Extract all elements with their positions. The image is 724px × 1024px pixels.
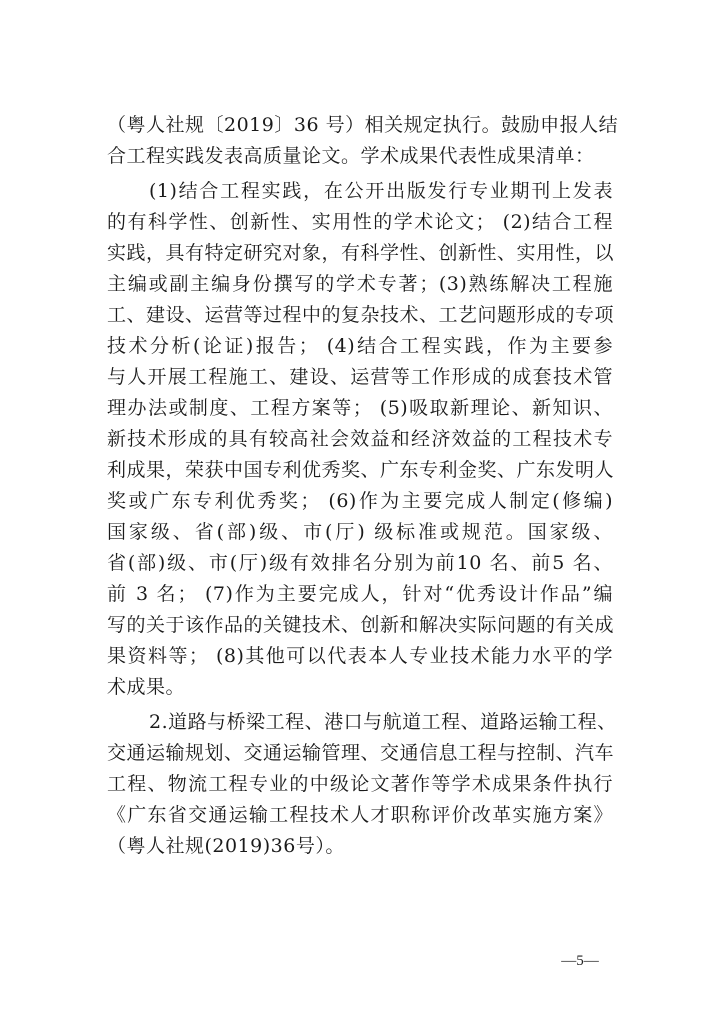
text-line: （粤人社规(2019)36号）。 <box>107 835 345 857</box>
text-line: 果资料等； (8)其他可以代表本人专业技术能力水平的学 <box>107 645 613 667</box>
text-line: 实践，具有特定研究对象，有科学性、创新性、实用性，以 <box>107 242 615 264</box>
text-line: 国家级、省(部)级、市(厅) 级标准或规范。国家级、 <box>107 521 613 543</box>
text-line: 理办法或制度、工程方案等； (5)吸取新理论、新知识、 <box>107 397 613 419</box>
text-line: 术成果。 <box>107 676 186 698</box>
text-line: 《广东省交通运输工程技术人才职称评价改革实施方案》 <box>107 804 613 826</box>
text-line: 利成果，荣获中国专利优秀奖、广东专利金奖、广东发明人 <box>107 459 615 481</box>
text-line: 的有科学性、创新性、实用性的学术论文； (2)结合工程 <box>107 211 613 233</box>
text-line: 新技术形成的具有较高社会效益和经济效益的工程技术专 <box>107 428 613 450</box>
text-line: 省(部)级、市(厅)级有效排名分别为前10 名、前5 名、 <box>107 552 613 574</box>
text-line: 与人开展工程施工、建设、运营等工作形成的成套技术管 <box>107 366 613 388</box>
document-page <box>107 110 619 862</box>
text-line: 工程、物流工程专业的中级论文著作等学术成果条件执行 <box>107 773 613 795</box>
text-line: 技术分析(论证)报告； (4)结合工程实践，作为主要参 <box>107 335 613 357</box>
text-line: (1)结合工程实践，在公开出版发行专业期刊上发表 <box>149 180 613 202</box>
text-line: 合工程实践发表高质量论文。学术成果代表性成果清单： <box>107 145 595 167</box>
text-line: 工、建设、运营等过程中的复杂技术、工艺问题形成的专项 <box>107 304 615 326</box>
text-line: 写的关于该作品的关键技术、创新和解决实际问题的有关成 <box>107 614 615 636</box>
text-line: （粤人社规〔2019〕36 号）相关规定执行。鼓励申报人结 <box>107 114 619 136</box>
page-number: —5— <box>561 953 599 969</box>
text-line: 主编或副主编身份撰写的学术专著；(3)熟练解决工程施 <box>107 273 613 295</box>
text-line: 交通运输规划、交通运输管理、交通信息工程与控制、汽车 <box>107 742 615 764</box>
text-line: 奖或广东专利优秀奖； (6)作为主要完成人制定(修编) <box>107 490 613 512</box>
text-line: 2.道路与桥梁工程、港口与航道工程、道路运输工程、 <box>149 711 617 733</box>
text-line: 前 3 名； (7)作为主要完成人，针对“优秀设计作品”编 <box>107 583 613 605</box>
